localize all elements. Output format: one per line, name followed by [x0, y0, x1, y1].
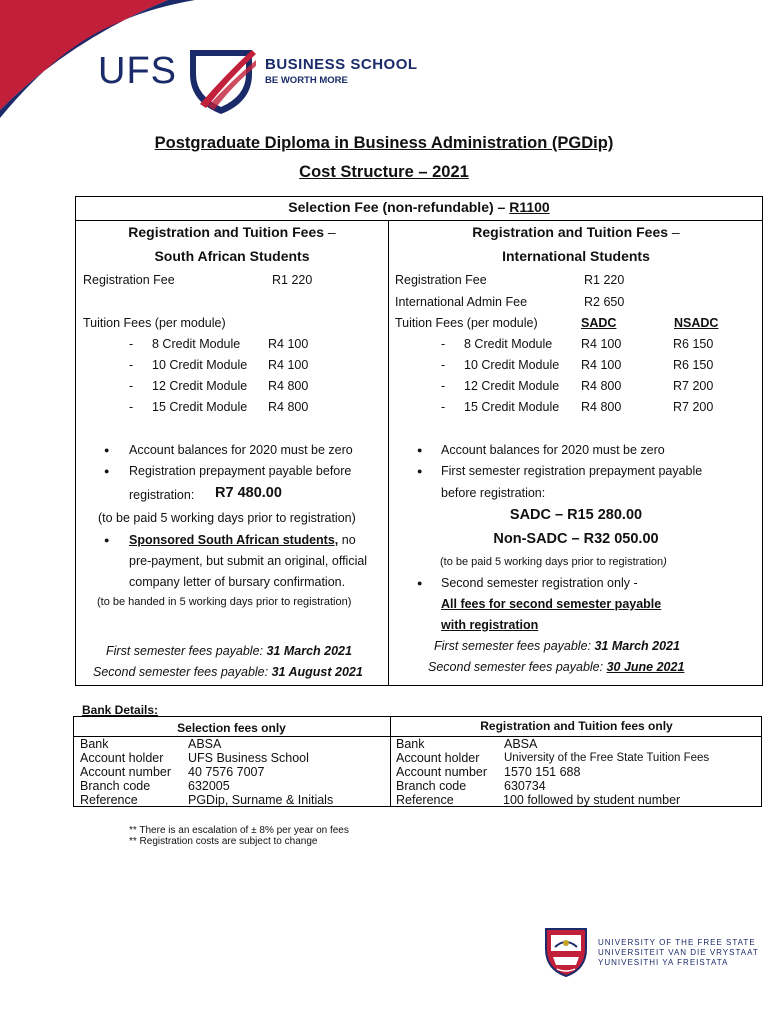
sa-column-heading — [76, 224, 388, 240]
bank-value: 1570 151 688 — [504, 765, 581, 779]
intl-heading-dash: – — [668, 224, 680, 240]
selection-fee-label: Selection Fee (non-refundable) – — [288, 199, 510, 215]
sa-reg-fee-label: Registration Fee — [83, 273, 175, 287]
selection-fee-amount: R1100 — [509, 199, 550, 215]
intl-module-sadc: R4 800 — [581, 400, 622, 414]
bank-key: Branch code — [80, 779, 151, 793]
university-name-sesotho: YUNIVESITHI YA FREISTATA — [598, 958, 729, 967]
bullet-icon: ● — [417, 466, 423, 476]
sa-module-dash: - — [129, 337, 134, 351]
sa-module-price: R4 800 — [268, 379, 309, 393]
intl-module-nsadc: R7 200 — [673, 400, 714, 414]
bank-key: Bank — [396, 737, 425, 751]
intl-second-label: Second semester fees payable: — [428, 660, 607, 674]
shield-logo-icon — [186, 44, 258, 116]
sa-bullet-sponsored — [129, 533, 356, 547]
intl-module-nsadc: R6 150 — [673, 337, 714, 351]
intl-tuition-label: Tuition Fees (per module) — [395, 316, 538, 330]
bank-value: University of the Free State Tuition Fees — [504, 752, 710, 764]
intl-second-semester-bold2: with registration — [441, 618, 539, 632]
sa-prepayment-label: registration: — [129, 488, 195, 502]
document-title: Postgraduate Diploma in Business Administration (PGDip) — [154, 134, 614, 152]
bank-selection-heading: Selection fees only — [177, 721, 286, 735]
sa-first-semester — [106, 644, 352, 658]
bank-value: ABSA — [504, 737, 538, 751]
intl-heading-text: Registration and Tuition Fees — [472, 224, 669, 240]
intl-sadc-column-head: SADC — [581, 316, 617, 330]
bullet-icon: ● — [417, 578, 423, 588]
sa-module-dash: - — [129, 400, 134, 414]
bullet-icon: ● — [417, 445, 423, 455]
bullet-icon: ● — [104, 535, 110, 545]
intl-module-dash: - — [441, 379, 446, 393]
intl-second-semester-bold1: All fees for second semester payable — [441, 597, 662, 611]
bullet-icon: ● — [104, 445, 110, 455]
intl-module-name: 10 Credit Module — [464, 358, 560, 372]
sa-reg-fee-value: R1 220 — [272, 273, 313, 287]
intl-prepayment-note-close: ) — [663, 556, 667, 568]
intl-module-name: 8 Credit Module — [464, 337, 553, 351]
sa-prepayment-amount: R7 480.00 — [215, 485, 282, 501]
intl-module-nsadc: R6 150 — [673, 358, 714, 372]
bank-key: Reference — [80, 793, 138, 807]
intl-second-date: 30 June 2021 — [606, 660, 685, 674]
selection-fee-row — [75, 199, 763, 215]
bank-value: 630734 — [504, 779, 546, 793]
sa-tuition-label: Tuition Fees (per module) — [83, 316, 226, 330]
footnote-registration-costs: ** Registration costs are subject to change — [129, 836, 318, 847]
sa-sponsored-line3: company letter of bursary confirmation. — [129, 575, 346, 589]
sa-bullet-balances: Account balances for 2020 must be zero — [129, 443, 353, 457]
bank-value: ABSA — [188, 737, 222, 751]
sa-module-dash: - — [129, 358, 134, 372]
intl-second-semester — [428, 660, 684, 674]
sa-module-name: 12 Credit Module — [152, 379, 248, 393]
intl-bullet-prepayment: First semester registration prepayment payable — [441, 464, 703, 478]
sa-heading-text: Registration and Tuition Fees — [128, 224, 325, 240]
sa-column-subheading: South African Students — [154, 248, 310, 264]
university-name-english: UNIVERSITY OF THE FREE STATE — [598, 938, 756, 947]
bank-registration-heading: Registration and Tuition fees only — [480, 719, 673, 733]
intl-column-heading — [389, 224, 763, 240]
fees-table — [75, 196, 763, 686]
sa-sponsored-text: no — [338, 533, 356, 547]
sa-module-price: R4 100 — [268, 337, 309, 351]
bank-key: Account number — [396, 765, 488, 779]
intl-prepayment-label: before registration: — [441, 486, 546, 500]
business-school-tagline: BE WORTH MORE — [265, 75, 348, 86]
intl-reg-fee-label: Registration Fee — [395, 273, 487, 287]
sa-bullet-prepayment: Registration prepayment payable before — [129, 464, 352, 478]
intl-reg-fee-value: R1 220 — [584, 273, 625, 287]
ufs-logo-text: UFS — [98, 50, 177, 92]
sa-module-dash: - — [129, 379, 134, 393]
university-name-afrikaans: UNIVERSITEIT VAN DIE VRYSTAAT — [598, 948, 759, 957]
intl-module-dash: - — [441, 358, 446, 372]
bank-key: Account number — [80, 765, 172, 779]
intl-module-dash: - — [441, 337, 446, 351]
footnote-escalation: ** There is an escalation of ± 8% per year on fees — [129, 825, 349, 836]
intl-module-nsadc: R7 200 — [673, 379, 714, 393]
business-school-name: BUSINESS SCHOOL — [265, 56, 418, 73]
sa-first-date: 31 March 2021 — [266, 644, 352, 658]
sa-sponsored-bold: Sponsored South African students, — [129, 533, 339, 547]
intl-admin-fee-label: International Admin Fee — [395, 295, 528, 309]
intl-bullet-balances: Account balances for 2020 must be zero — [441, 443, 665, 457]
bank-details-label: Bank Details: — [82, 703, 159, 717]
intl-admin-fee-value: R2 650 — [584, 295, 625, 309]
sa-module-name: 15 Credit Module — [152, 400, 248, 414]
bank-value: PGDip, Surname & Initials — [188, 793, 334, 807]
intl-module-name: 12 Credit Module — [464, 379, 560, 393]
bullet-icon: ● — [104, 466, 110, 476]
sa-module-price: R4 800 — [268, 400, 309, 414]
sa-bursary-note: (to be handed in 5 working days prior to registration) — [97, 596, 352, 608]
bank-key: Reference — [396, 793, 454, 807]
bank-value: 632005 — [188, 779, 230, 793]
intl-prepayment-note — [440, 556, 667, 568]
university-crest-icon — [543, 925, 589, 977]
intl-first-date: 31 March 2021 — [594, 639, 680, 653]
bank-key: Branch code — [396, 779, 467, 793]
fees-table-divider — [75, 220, 763, 221]
intl-module-sadc: R4 100 — [581, 358, 622, 372]
bank-value: UFS Business School — [188, 751, 309, 765]
intl-column-subheading: International Students — [502, 248, 650, 264]
sa-first-label: First semester fees payable: — [106, 644, 267, 658]
intl-module-name: 15 Credit Module — [464, 400, 560, 414]
intl-nsadc-column-head: NSADC — [674, 316, 719, 330]
bank-value: 40 7576 7007 — [188, 765, 265, 779]
sa-prepayment-note: (to be paid 5 working days prior to registration) — [98, 511, 356, 525]
bank-key: Account holder — [80, 751, 164, 765]
intl-sadc-prepayment: SADC – R15 280.00 — [509, 507, 643, 523]
intl-nonsadc-prepayment: Non-SADC – R32 050.00 — [493, 531, 659, 547]
intl-module-sadc: R4 800 — [581, 379, 622, 393]
sa-sponsored-line2: pre-payment, but submit an original, official — [129, 554, 368, 568]
intl-first-semester — [434, 639, 680, 653]
fees-table-column-divider — [388, 220, 389, 686]
sa-second-date: 31 August 2021 — [271, 665, 363, 679]
bank-value: 100 followed by student number — [503, 793, 681, 807]
sa-second-label: Second semester fees payable: — [93, 665, 272, 679]
intl-prepayment-note-text: (to be paid 5 working days prior to registration — [440, 556, 664, 568]
document-subtitle: Cost Structure – 2021 — [299, 163, 469, 181]
sa-module-name: 8 Credit Module — [152, 337, 241, 351]
sa-heading-dash: – — [324, 224, 336, 240]
sa-module-price: R4 100 — [268, 358, 309, 372]
sa-module-name: 10 Credit Module — [152, 358, 248, 372]
intl-module-sadc: R4 100 — [581, 337, 622, 351]
intl-bullet-second-semester: Second semester registration only - — [441, 576, 638, 590]
sa-second-semester — [93, 665, 363, 679]
bank-key: Account holder — [396, 751, 480, 765]
bank-key: Bank — [80, 737, 109, 751]
intl-first-label: First semester fees payable: — [434, 639, 595, 653]
intl-module-dash: - — [441, 400, 446, 414]
